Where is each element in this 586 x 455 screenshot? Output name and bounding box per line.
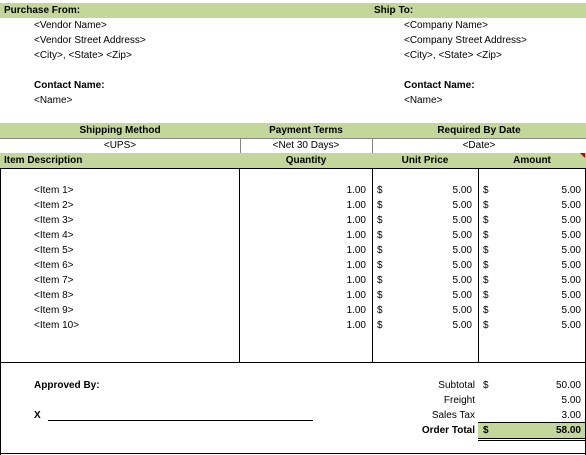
unit-price-currency: $ (377, 275, 383, 286)
table-row (0, 243, 586, 258)
item-description[interactable]: <Item 7> (34, 275, 74, 286)
subtotal-label: Subtotal (438, 380, 475, 391)
amount-currency: $ (483, 290, 489, 301)
freight-label: Freight (443, 395, 475, 406)
item-quantity[interactable]: 1.00 (346, 215, 366, 226)
item-quantity[interactable]: 1.00 (346, 185, 366, 196)
item-quantity[interactable]: 1.00 (346, 290, 366, 301)
ship-contact-label: Contact Name: (404, 80, 475, 91)
order-total-double-underline-1 (478, 438, 586, 439)
item-unit-price[interactable]: 5.00 (452, 200, 472, 211)
item-description-header: Item Description (4, 155, 83, 166)
item-description[interactable]: <Item 4> (34, 230, 74, 241)
required-by-value[interactable]: <Date> (462, 140, 496, 151)
amount-currency: $ (483, 215, 489, 226)
amount-currency: $ (483, 230, 489, 241)
shipping-method-value[interactable]: <UPS> (103, 140, 137, 151)
unit-price-currency: $ (377, 215, 383, 226)
subtotal-value: 50.00 (555, 380, 581, 391)
item-unit-price[interactable]: 5.00 (452, 230, 472, 241)
terms-value-top-border (0, 138, 586, 139)
table-row (0, 318, 586, 333)
subtotal-currency: $ (483, 380, 489, 391)
unit-price-currency: $ (377, 260, 383, 271)
amount-currency: $ (483, 260, 489, 271)
amount-currency: $ (483, 200, 489, 211)
item-description[interactable]: <Item 5> (34, 245, 74, 256)
unit-price-currency: $ (377, 320, 383, 331)
sheet-bottom-border (0, 453, 586, 454)
terms-divider-2 (372, 138, 373, 153)
item-quantity[interactable]: 1.00 (346, 200, 366, 211)
amount-currency: $ (483, 245, 489, 256)
item-description[interactable]: <Item 1> (34, 185, 74, 196)
item-amount: 5.00 (561, 185, 581, 196)
unit-price-currency: $ (377, 185, 383, 196)
ship-city-state-zip[interactable]: <City>, <State> <Zip> (404, 50, 502, 61)
shipping-method-label: Shipping Method (79, 125, 161, 136)
item-quantity[interactable]: 1.00 (346, 245, 366, 256)
terms-divider-1 (240, 138, 241, 153)
vendor-name[interactable]: <Vendor Name> (34, 20, 107, 31)
unit-price-currency: $ (377, 290, 383, 301)
table-row (0, 258, 586, 273)
vendor-contact-label: Contact Name: (34, 80, 105, 91)
order-total-label: Order Total (421, 425, 475, 436)
amount-currency: $ (483, 320, 489, 331)
amount-header: Amount (513, 155, 551, 166)
ship-to-label: Ship To: (374, 5, 414, 16)
required-by-label: Required By Date (437, 125, 521, 136)
item-amount: 5.00 (561, 215, 581, 226)
address-header-band (0, 3, 586, 18)
sales-tax-value[interactable]: 3.00 (561, 410, 581, 421)
signature-x-mark: X (34, 410, 41, 421)
table-row (0, 198, 586, 213)
item-unit-price[interactable]: 5.00 (452, 215, 472, 226)
table-row (0, 183, 586, 198)
item-description[interactable]: <Item 8> (34, 290, 74, 301)
item-amount: 5.00 (561, 320, 581, 331)
comment-marker-icon (580, 153, 585, 158)
item-amount: 5.00 (561, 305, 581, 316)
item-unit-price[interactable]: 5.00 (452, 260, 472, 271)
item-amount: 5.00 (561, 200, 581, 211)
item-quantity[interactable]: 1.00 (346, 305, 366, 316)
unit-price-currency: $ (377, 200, 383, 211)
item-description[interactable]: <Item 10> (34, 320, 80, 331)
item-unit-price[interactable]: 5.00 (452, 185, 472, 196)
ship-street[interactable]: <Company Street Address> (404, 35, 527, 46)
purchase-from-label: Purchase From: (4, 5, 81, 16)
table-row (0, 228, 586, 243)
amount-currency: $ (483, 185, 489, 196)
item-quantity[interactable]: 1.00 (346, 275, 366, 286)
freight-value[interactable]: 5.00 (561, 395, 581, 406)
payment-terms-label: Payment Terms (269, 125, 343, 136)
payment-terms-value[interactable]: <Net 30 Days> (272, 140, 340, 151)
unit-price-currency: $ (377, 305, 383, 316)
vendor-city-state-zip[interactable]: <City>, <State> <Zip> (34, 50, 132, 61)
vendor-street[interactable]: <Vendor Street Address> (34, 35, 146, 46)
table-row (0, 213, 586, 228)
item-amount: 5.00 (561, 230, 581, 241)
amount-currency: $ (483, 275, 489, 286)
unit-price-header: Unit Price (401, 155, 449, 166)
unit-price-currency: $ (377, 230, 383, 241)
quantity-header: Quantity (285, 155, 327, 166)
table-row (0, 288, 586, 303)
order-total-double-underline-2 (478, 440, 586, 441)
sales-tax-label: Sales Tax (431, 410, 475, 421)
table-row (0, 273, 586, 288)
item-amount: 5.00 (561, 290, 581, 301)
item-amount: 5.00 (561, 245, 581, 256)
items-top-border (0, 168, 586, 169)
item-amount: 5.00 (561, 260, 581, 271)
item-quantity[interactable]: 1.00 (346, 230, 366, 241)
ship-contact-name[interactable]: <Name> (404, 95, 443, 106)
order-total-value: 58.00 (555, 425, 581, 436)
item-description[interactable]: <Item 9> (34, 305, 74, 316)
items-bottom-border (0, 362, 586, 363)
order-total-currency: $ (483, 425, 489, 436)
vendor-contact-name[interactable]: <Name> (34, 95, 73, 106)
sheet-left-border (0, 168, 1, 455)
amount-currency: $ (483, 305, 489, 316)
signature-line[interactable] (48, 420, 313, 421)
ship-company-name[interactable]: <Company Name> (404, 20, 488, 31)
item-description[interactable]: <Item 6> (34, 260, 74, 271)
item-unit-price[interactable]: 5.00 (452, 275, 472, 286)
approved-by-label: Approved By: (34, 380, 100, 391)
item-unit-price[interactable]: 5.00 (452, 305, 472, 316)
item-description[interactable]: <Item 2> (34, 200, 74, 211)
item-unit-price[interactable]: 5.00 (452, 245, 472, 256)
item-quantity[interactable]: 1.00 (346, 260, 366, 271)
item-quantity[interactable]: 1.00 (346, 320, 366, 331)
item-amount: 5.00 (561, 275, 581, 286)
unit-price-currency: $ (377, 245, 383, 256)
item-unit-price[interactable]: 5.00 (452, 320, 472, 331)
item-description[interactable]: <Item 3> (34, 215, 74, 226)
table-row (0, 303, 586, 318)
item-unit-price[interactable]: 5.00 (452, 290, 472, 301)
